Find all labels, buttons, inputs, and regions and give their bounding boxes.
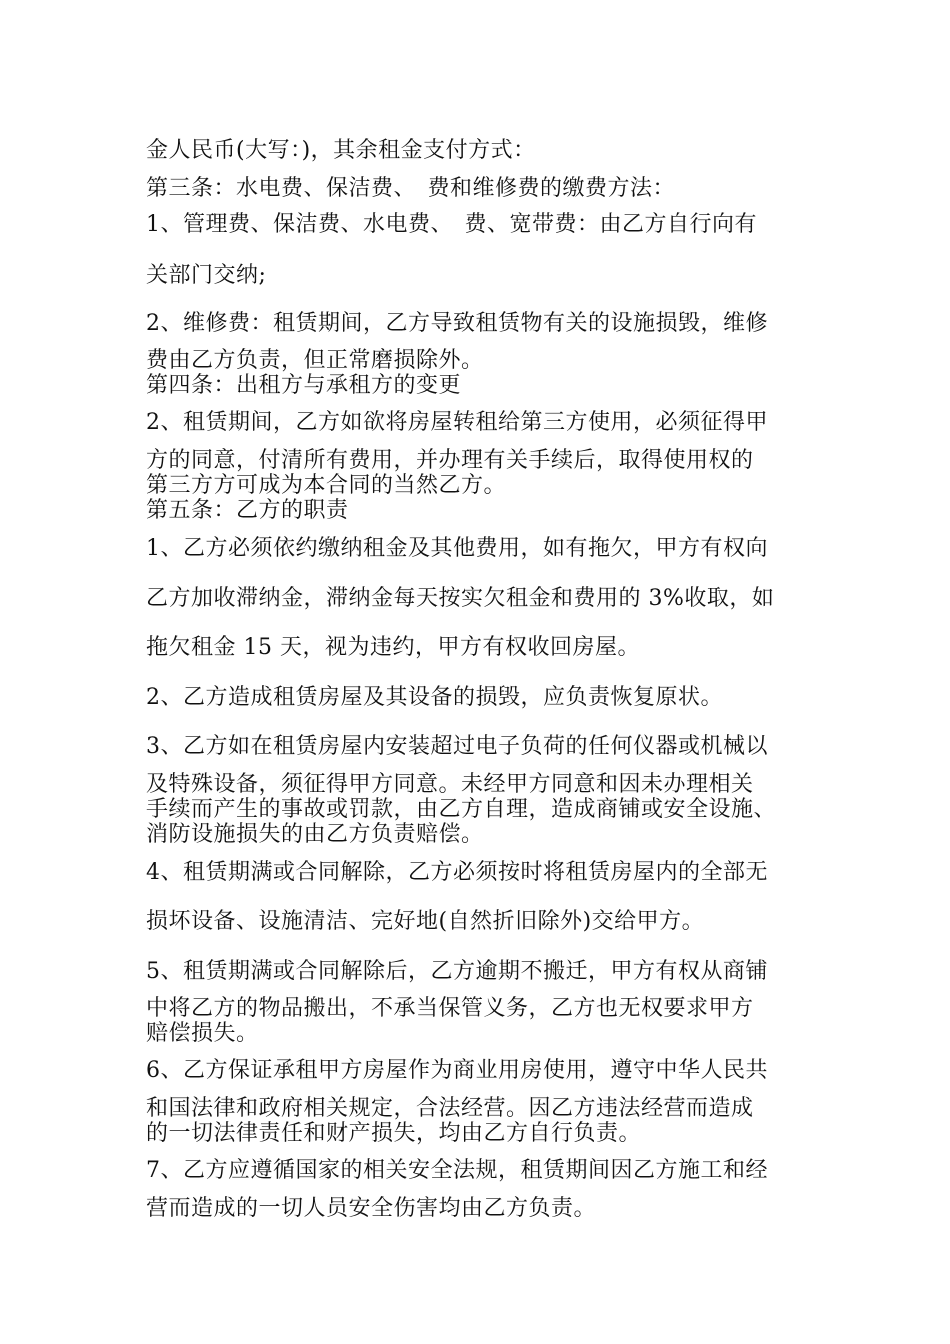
text-line: 的一切法律责任和财产损失，均由乙方自行负责。 [146, 1121, 642, 1146]
text-line: 金人民币(大写：)，其余租金支付方式： [146, 138, 536, 163]
text-line: 费由乙方负责，但正常磨损除外。 [146, 348, 484, 373]
text-line: 2、维修费：租赁期间，乙方导致租赁物有关的设施损毁，维修 [146, 311, 768, 336]
text-line: 方的同意，付清所有费用，并办理有关手续后，取得使用权的 [146, 448, 754, 473]
text-line: 第三条：水电费、保洁费、 费和维修费的缴费方法： [146, 176, 676, 201]
text-line: 6、乙方保证承租甲方房屋作为商业用房使用，遵守中华人民共 [146, 1058, 768, 1083]
text-line: 关部门交纳; [146, 263, 267, 288]
text-line: 及特殊设备，须征得甲方同意。未经甲方同意和因未办理相关 [146, 772, 754, 797]
text-line: 3、乙方如在租赁房屋内安装超过电子负荷的任何仪器或机械以 [146, 734, 768, 759]
text-line: 中将乙方的物品搬出，不承当保管义务，乙方也无权要求甲方 [146, 996, 754, 1021]
text-line: 和国法律和政府相关规定，合法经营。因乙方违法经营而造成 [146, 1096, 754, 1121]
text-line: 损坏设备、设施清洁、完好地(自然折旧除外)交给甲方。 [146, 909, 705, 934]
text-line: 7、乙方应遵循国家的相关安全法规，租赁期间因乙方施工和经 [146, 1158, 768, 1183]
text-line: 手续而产生的事故或罚款，由乙方自理，造成商铺或安全设施、 [146, 797, 777, 822]
text-line: 1、管理费、保洁费、水电费、 费、宽带费：由乙方自行向有 [146, 212, 757, 237]
text-line: 营而造成的一切人员安全伤害均由乙方负责。 [146, 1196, 597, 1221]
text-line: 消防设施损失的由乙方负责赔偿。 [146, 822, 484, 847]
text-line: 4、租赁期满或合同解除，乙方必须按时将租赁房屋内的全部无 [146, 860, 768, 885]
text-line: 赔偿损失。 [146, 1021, 259, 1046]
text-line: 乙方加收滞纳金，滞纳金每天按实欠租金和费用的 3%收取，如 [146, 586, 775, 611]
text-line: 1、乙方必须依约缴纳租金及其他费用，如有拖欠，甲方有权向 [146, 536, 768, 561]
text-line: 第三方方可成为本合同的当然乙方。 [146, 473, 507, 498]
text-line: 2、乙方造成租赁房屋及其设备的损毁，应负责恢复原状。 [146, 685, 723, 710]
text-line: 2、租赁期间，乙方如欲将房屋转租给第三方使用，必须征得甲 [146, 410, 768, 435]
text-line: 拖欠租金 15 天，视为违约，甲方有权收回房屋。 [146, 635, 640, 660]
text-line: 第五条：乙方的职责 [146, 498, 349, 523]
text-line: 第四条：出租方与承租方的变更 [146, 373, 462, 398]
text-line: 5、租赁期满或合同解除后，乙方逾期不搬迁，甲方有权从商铺 [146, 959, 768, 984]
